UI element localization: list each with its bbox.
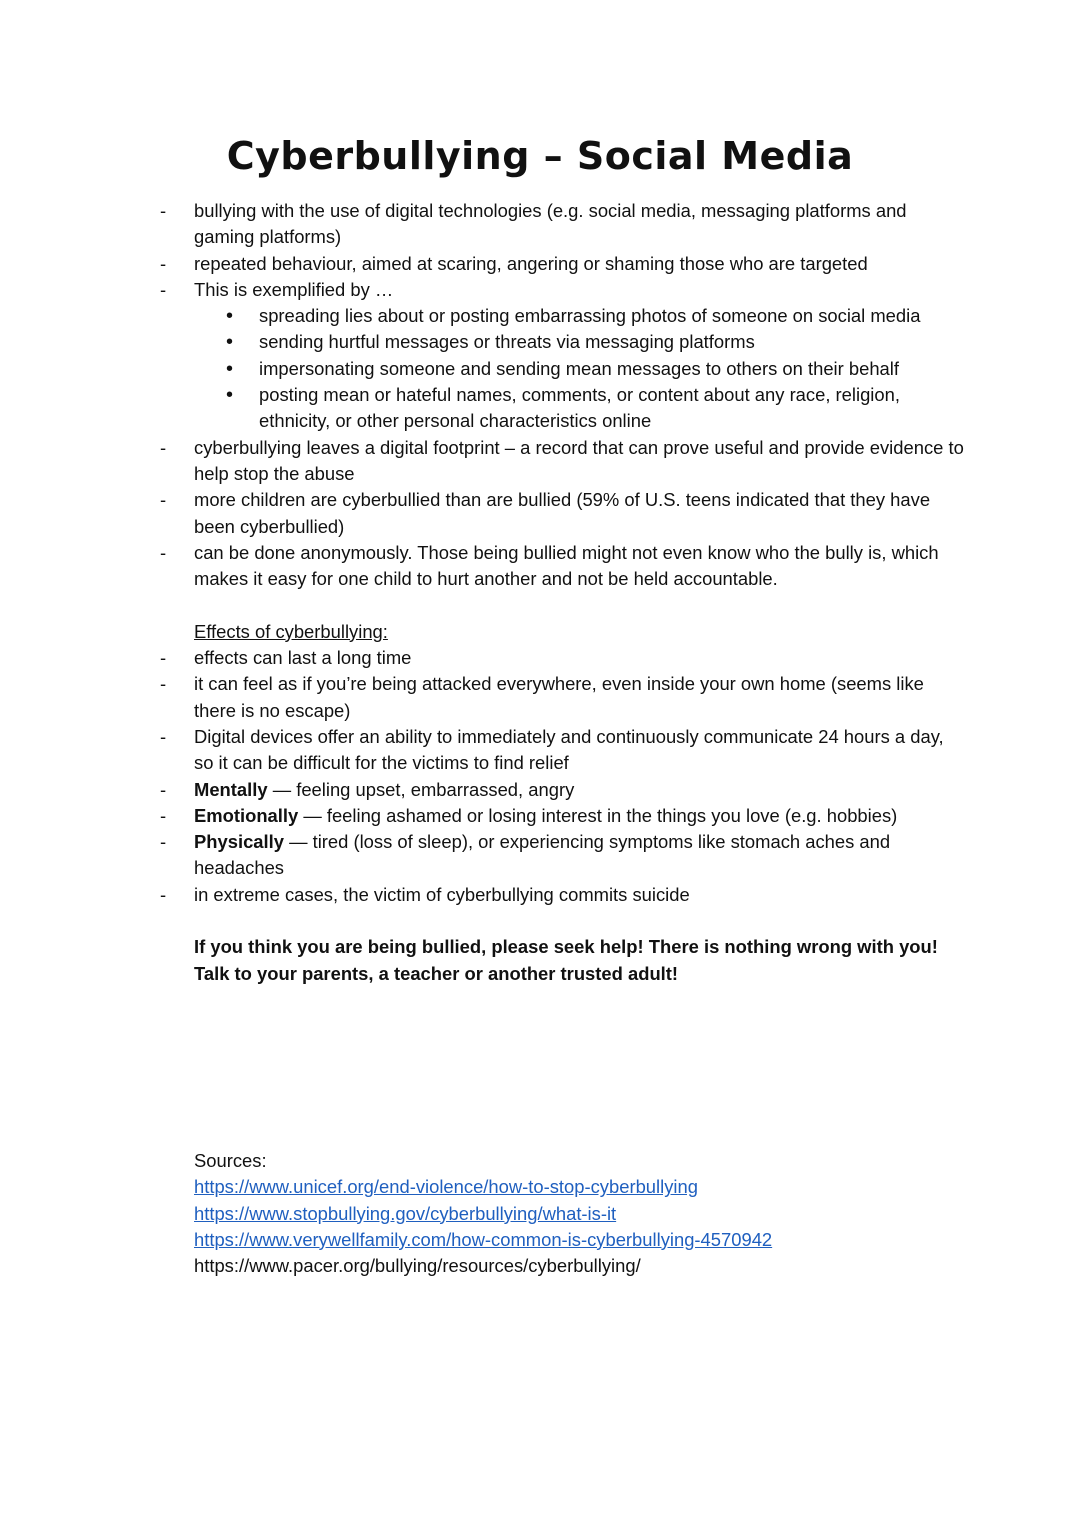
effects-item bbox=[160, 645, 964, 671]
main-content bbox=[160, 198, 964, 987]
bullet-marker: • bbox=[226, 357, 234, 380]
effects-item bbox=[160, 882, 964, 908]
dash-marker: - bbox=[160, 883, 167, 905]
list-item-text: can be done anonymously. Those being bullied might not even know who the bully is, which makes it easy for one child to hurt another and not be held accountable. bbox=[194, 541, 939, 590]
example-item bbox=[226, 329, 964, 355]
effects-item-physically bbox=[160, 829, 964, 882]
list-item bbox=[160, 198, 964, 251]
source-link-verywellfamily[interactable]: https://www.verywellfamily.com/how-common-is-cyberbullying-4570942 bbox=[194, 1228, 773, 1250]
source-link-unicef[interactable]: https://www.unicef.org/end-violence/how-to-stop-cyberbullying bbox=[194, 1176, 698, 1198]
effects-item-text: in extreme cases, the victim of cyberbullying commits suicide bbox=[194, 883, 690, 905]
spacer bbox=[194, 592, 964, 618]
dash-marker: - bbox=[160, 778, 167, 800]
list-item bbox=[160, 540, 964, 593]
effects-item-emotionally bbox=[160, 803, 964, 829]
dash-marker: - bbox=[160, 436, 167, 458]
bullet-marker: • bbox=[226, 305, 234, 328]
bullet-marker: • bbox=[226, 331, 234, 354]
dash-marker: - bbox=[160, 278, 167, 300]
list-item bbox=[160, 251, 964, 277]
help-message: If you think you are being bullied, please seek help! There is nothing wrong with you! Talk to your parents, a teacher or another trusted adult! bbox=[194, 936, 938, 984]
effects-item bbox=[160, 724, 964, 777]
emotionally-text: — feeling ashamed or losing interest in the things you love (e.g. hobbies) bbox=[298, 804, 898, 826]
page-title: Cyberbullying – Social Media bbox=[226, 134, 854, 178]
list-item-text: cyberbullying leaves a digital footprint – a record that can prove useful and provide evidence to help stop the abuse bbox=[194, 436, 964, 484]
physically-label: Physically bbox=[194, 831, 284, 853]
effects-item-text: Digital devices offer an ability to immediately and continuously communicate 24 hours a day, so it can be difficult for the victims to find relief bbox=[194, 725, 944, 774]
list-item-text: bullying with the use of digital technologies (e.g. social media, messaging platforms and gaming platforms) bbox=[194, 200, 907, 248]
list-item bbox=[160, 277, 964, 303]
effects-item-text: it can feel as if you’re being attacked everywhere, even inside your own home (seems like there is no escape) bbox=[194, 673, 924, 721]
example-item bbox=[226, 356, 964, 382]
effects-item-text: effects can last a long time bbox=[194, 647, 412, 669]
emotionally-label: Emotionally bbox=[194, 804, 299, 826]
dash-marker: - bbox=[160, 252, 167, 274]
dash-marker: - bbox=[160, 541, 167, 563]
spacer bbox=[194, 908, 964, 934]
list-item-text: more children are cyberbullied than are bullied (59% of U.S. teens indicated that they have been cyberbullied) bbox=[194, 489, 931, 537]
physically-text: — tired (loss of sleep), or experiencing symptoms like stomach aches and headaches bbox=[194, 831, 891, 879]
dash-marker: - bbox=[160, 831, 167, 853]
dash-marker: - bbox=[160, 804, 167, 826]
example-text: sending hurtful messages or threats via messaging platforms bbox=[259, 331, 755, 353]
list-item bbox=[160, 435, 964, 488]
source-link-stopbullying[interactable]: https://www.stopbullying.gov/cyberbullying/what-is-it bbox=[194, 1202, 617, 1224]
dash-marker: - bbox=[160, 489, 167, 511]
list-item-text: This is exemplified by … bbox=[194, 278, 394, 300]
dash-marker: - bbox=[160, 647, 167, 669]
example-text: spreading lies about or posting embarrassing photos of someone on social media bbox=[259, 305, 921, 327]
sources-section bbox=[194, 1148, 994, 1279]
dash-marker: - bbox=[160, 673, 167, 695]
dash-marker: - bbox=[160, 200, 167, 221]
mentally-text: — feeling upset, embarrassed, angry bbox=[267, 778, 575, 800]
effects-heading: Effects of cyberbullying: bbox=[194, 620, 388, 642]
mentally-label: Mentally bbox=[194, 778, 268, 800]
example-item bbox=[226, 382, 964, 435]
list-item bbox=[160, 487, 964, 540]
example-text: posting mean or hateful names, comments, or content about any race, religion, ethnicity, or other personal characteristics online bbox=[259, 384, 900, 432]
example-text: impersonating someone and sending mean messages to others on their behalf bbox=[259, 357, 899, 379]
effects-item-mentally bbox=[160, 777, 964, 803]
list-item-text: repeated behaviour, aimed at scaring, angering or shaming those who are targeted bbox=[194, 252, 868, 274]
effects-item bbox=[160, 671, 964, 724]
dash-marker: - bbox=[160, 725, 167, 747]
examples-list bbox=[194, 303, 964, 434]
bullet-marker: • bbox=[226, 384, 234, 407]
source-text-pacer: https://www.pacer.org/bullying/resources/cyberbullying/ bbox=[194, 1255, 641, 1277]
sources-label: Sources: bbox=[194, 1150, 267, 1171]
example-item bbox=[226, 303, 964, 329]
